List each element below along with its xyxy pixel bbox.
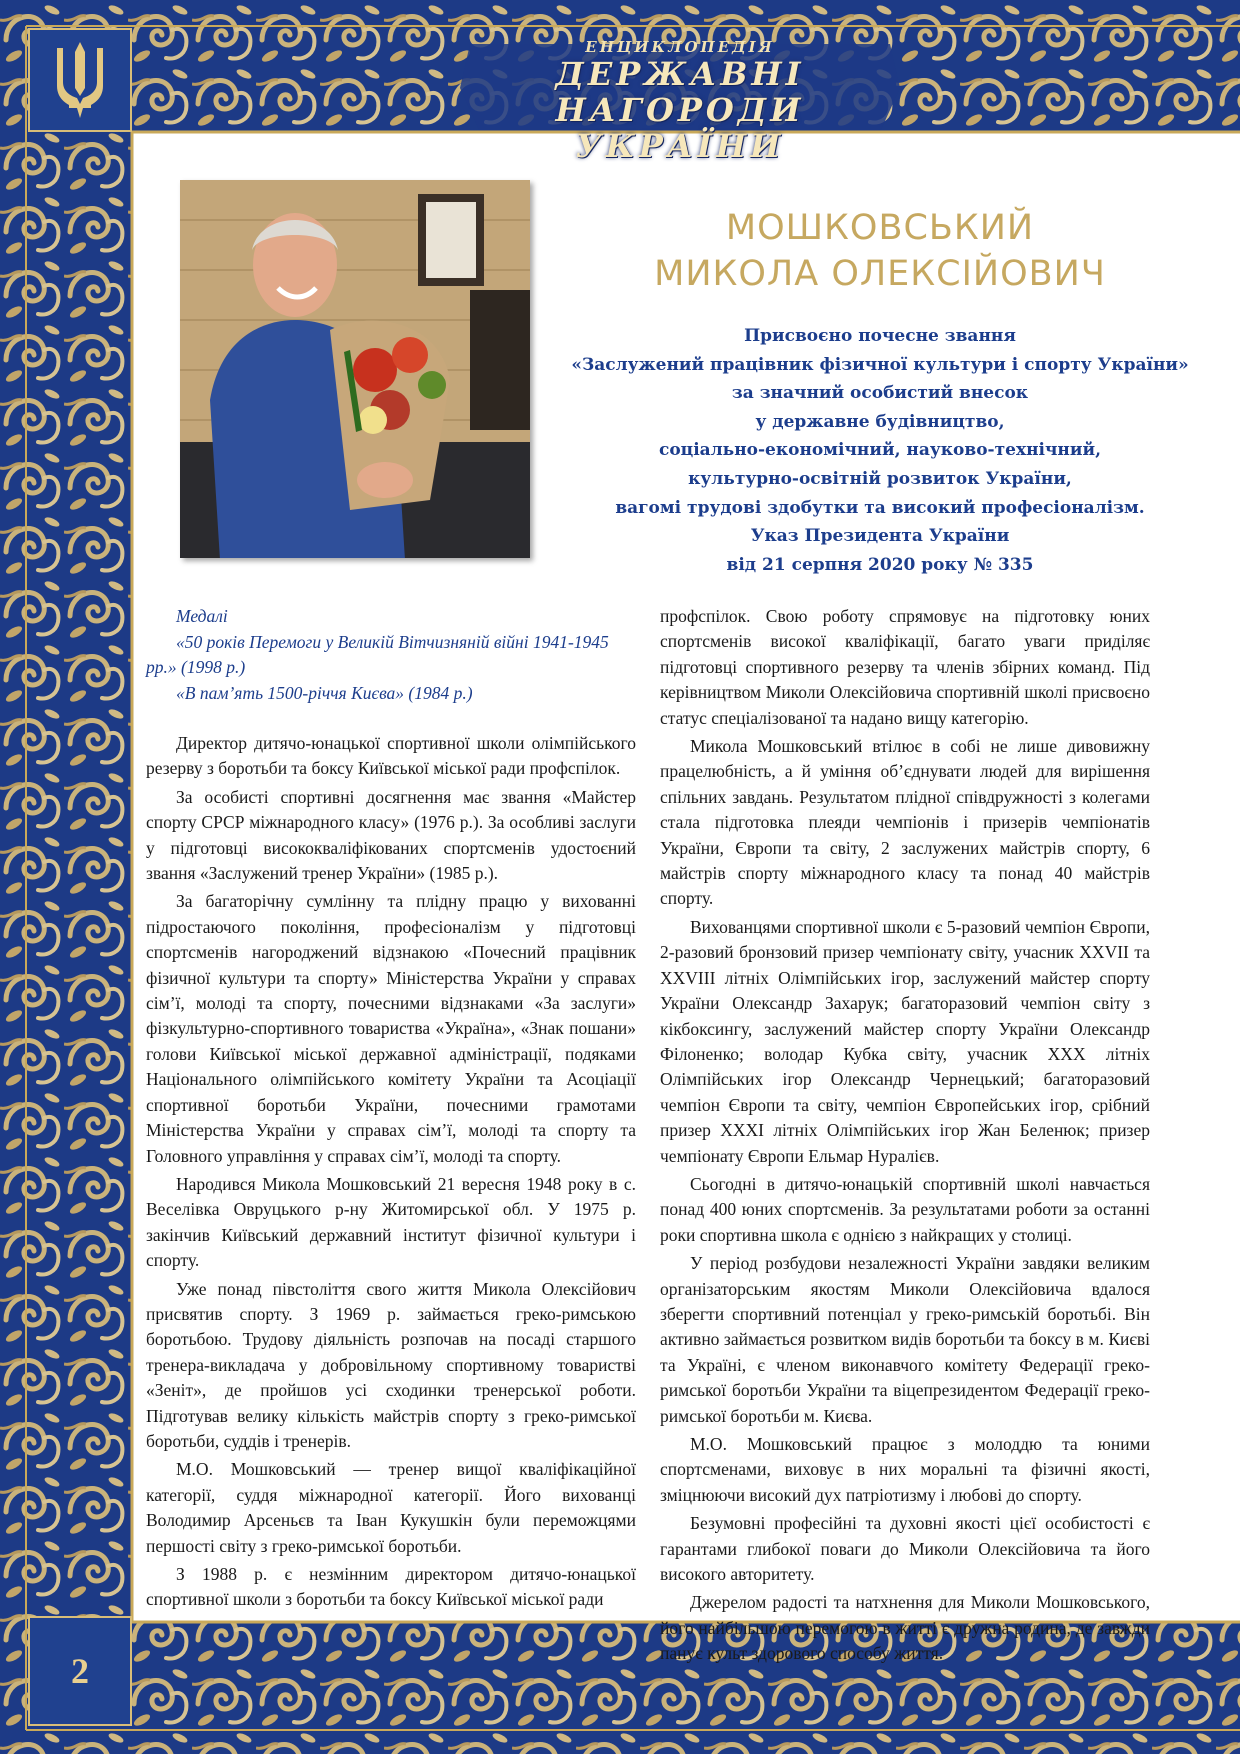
page-number: 2	[28, 1616, 132, 1726]
award-line: культурно-освітній розвиток України,	[688, 468, 1072, 489]
masthead	[480, 38, 880, 165]
paragraph: Джерелом радості та натхнення для Миколи Мошковського, його найбільшою перемогою в житті є дружна родина, де завжди панує культ здорового способу життя.	[660, 1592, 1150, 1664]
award-line: вагомі трудові здобутки та високий професіоналізм.	[615, 497, 1145, 518]
medal-item: «В пам’ять 1500-річчя Києва» (1984 р.)	[176, 682, 473, 703]
masthead-title: ДЕРЖАВНІ НАГОРОДИ	[555, 55, 805, 129]
paragraph: Сьогодні в дитячо-юнацькій спортивній школі навчається понад 400 юних спортсменів. За результатами роботи за останні роки спортивна школа є однією з найкращих у столиці.	[660, 1173, 1150, 1245]
coat-of-arms	[28, 28, 132, 132]
paragraph: За багаторічну сумлінну та плідну працю у вихованні підростаючого покоління, професіоналізм у підготовці спортсменів нагороджений відзнакою «Почесний працівник фізичної культури та спорту» Міністерства України у справах сім’ї, молоді та спорту, почесними відзнаками «За заслуги» фізкультурно-спортивного товариства «Україна», «Знак пошани» голови Київської міської державної адміністрації, подяками Національного олімпійського комітету України та Асоціації спортивної боротьби України, почесними грамотами Міністерства України у справах сім’ї, молоді та спорту та Головного управління у справах сім’ї, молоді та спорту.	[146, 891, 636, 1166]
masthead-subtitle: УКРАЇНИ	[575, 127, 785, 165]
award-description	[540, 322, 1220, 579]
portrait-photo	[180, 180, 530, 558]
award-line: у державне будівництво,	[755, 411, 1005, 432]
trident-icon	[49, 38, 111, 122]
medals-list	[146, 604, 636, 706]
person-given-names: МИКОЛА ОЛЕКСІЙОВИЧ	[654, 254, 1106, 294]
paragraph: М.О. Мошковський — тренер вищої кваліфікаційної категорії, суддя міжнародної категорії. Його вихованці Володимир Арсеньєв та Іван Кукушкін були переможцями першості світу з греко-римської боротьби.	[146, 1459, 636, 1556]
award-line: соціально-економічний, науково-технічний,	[658, 440, 1102, 461]
paragraph: Уже понад півстоліття свого життя Микола Олексійович присвятив спорту. З 1969 р. займається греко-римською боротьбою. Трудову діяльність розпочав на посаді старшого тренера-викладача у добровільному спортивному товаристві «Зеніт», де пройшов усі сходинки тренерської роботи. Підготував велику кількість майстрів спорту з греко-римської боротьби, суддів і тренерів.	[146, 1278, 636, 1451]
paragraph: У період розбудови незалежності України завдяки великим організаторським якостям Миколи Олексійовича вдалося зберегти спортивний потенціал у греко-римській боротьбі. Він активно займається розвитком видів боротьби та боксу в м. Києві та Україні, є членом виконавчого комітету Федерації греко-римської боротьби України та віцепрезидентом Федерації греко-римської боротьби м. Києва.	[660, 1253, 1150, 1426]
award-line: Присвоєно почесне звання	[744, 326, 1016, 346]
body-column-right	[660, 604, 1150, 1670]
paragraph: Вихованцями спортивної школи є 5-разовий чемпіон Європи, 2-разовий бронзовий призер чемпіонату світу, учасник XXVII та XXVIII літніх Олімпійських ігор, заслужений майстер спорту України Олександр Захарук; багаторазовий чемпіон світу з кікбоксингу, заслужений майстер спорту України Олександр Філоненко; володар Кубка світу, учасник XXX літніх Олімпійських ігор Олександр Чернецький; багаторазовий чемпіон Європи та світу, чемпіон Європейських ігор, срібний призер XXXI літніх Олімпійських ігор Жан Беленюк; призер чемпіонату Європи Ельмар Нуралієв.	[660, 916, 1150, 1166]
decree-line: Указ Президента України	[750, 526, 1010, 547]
body-column-left	[146, 731, 636, 1616]
paragraph: Безумовні професійні та духовні якості цієї особистості є гарантами глибокої поваги до Миколи Олексійовича та його високого авторитету.	[660, 1513, 1150, 1585]
person-surname: МОШКОВСЬКИЙ	[725, 208, 1035, 248]
person-name	[560, 205, 1200, 297]
paragraph: За особисті спортивні досягнення має звання «Майстер спорту СРСР міжнародного класу» (1976 р.). За особливі заслуги у підготовці висококваліфікованих спортсменів удостоєний звання «Заслужений тренер України» (1985 р.).	[146, 786, 636, 884]
paragraph: Директор дитячо-юнацької спортивної школи олімпійського резерву з боротьби та боксу Київської міської ради профспілок.	[146, 733, 636, 779]
award-line: за значний особистий внесок	[731, 383, 1029, 404]
paragraph: Народився Микола Мошковський 21 вересня 1948 року в с. Веселівка Овруцького р-ну Житомирської обл. У 1975 р. закінчив Київський державний інститут фізичної культури і спорту.	[146, 1173, 636, 1271]
paragraph: М.О. Мошковський працює з молоддю та юними спортсменами, виховує в них моральні та фізичні якості, зміцнюючи високий дух патріотизму і любові до спорту.	[660, 1434, 1150, 1505]
medal-item: «50 років Перемоги у Великій Вітчизняній війні 1941-1945 рр.» (1998 р.)	[146, 631, 609, 677]
medals-heading: Медалі	[176, 606, 228, 626]
masthead-series: ЕНЦИКЛОПЕДІЯ	[585, 38, 775, 56]
award-title: «Заслужений працівник фізичної культури і спорту України»	[571, 354, 1189, 375]
paragraph: профспілок. Свою роботу спрямовує на підготовку юних спортсменів високої кваліфікації, багато уваги приділяє підготовці спортивного резерву та членів збірних команд. Під керівництвом Миколи Олексійовича спортивній школі присвоєно статус спеціалізованої та надано вищу категорію.	[660, 606, 1150, 728]
paragraph: З 1988 р. є незмінним директором дитячо-юнацької спортивної школи з боротьби та боксу Київської міської ради	[146, 1564, 636, 1610]
decree-date: від 21 серпня 2020 року № 335	[726, 554, 1034, 575]
paragraph: Микола Мошковський втілює в собі не лише дивовижну працелюбність, а й уміння об’єднувати людей для вирішення спільних завдань. Результатом плідної співдружності з колегами стала підготовка плеяди чемпіонів і призерів чемпіонатів України, Європи та світу, 2 заслужених майстрів спорту, 6 майстрів спорту міжнародного класу та понад 40 майстрів спорту.	[660, 736, 1150, 909]
